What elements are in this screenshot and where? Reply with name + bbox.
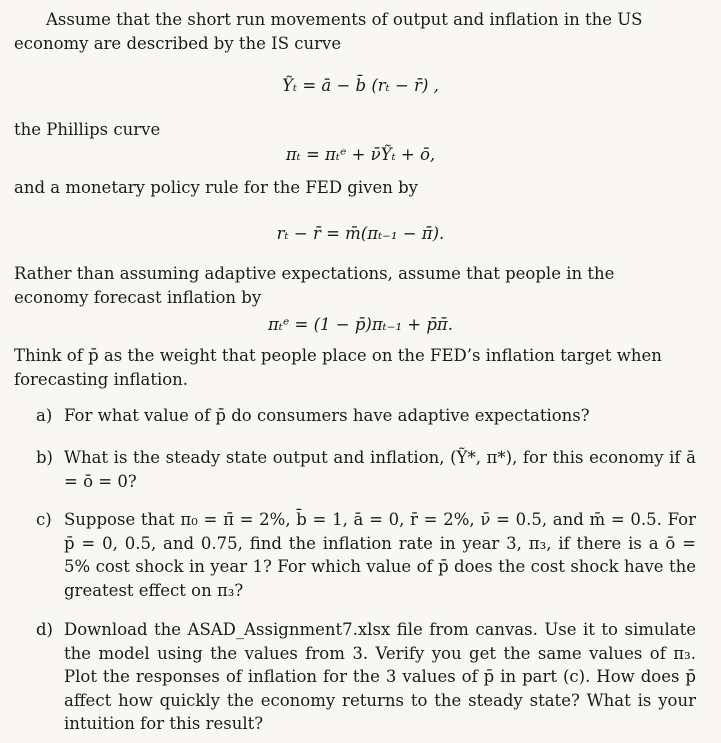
expectations-equation: πₜᵉ = (1 − p̄)πₜ₋₁ + p̄π̄. [267, 315, 454, 334]
question-c-text: Suppose that π₀ = π̄ = 2%, b̄ = 1, ā = 0, r̄ = 2%, ν̄ = 0.5, and m̄ = 0.5. For p̄ = 0, 0.5, and 0.75, find the inflation rate in year 3, π₃, if there is a ō = 5% cost shock in year 1? For which value of p̄ does the cost shock have the greatest effect on π₃? [64, 510, 696, 600]
intro-paragraph: Assume that the short run movements of output and inflation in the US economy are described by the IS curve [14, 10, 643, 53]
question-c [36, 508, 696, 602]
question-a [36, 404, 696, 428]
question-d-label: d) [36, 620, 53, 639]
question-b-label: b) [36, 448, 53, 467]
question-c-label: c) [36, 510, 52, 529]
expectations-intro: Rather than assuming adaptive expectations, assume that people in the economy forecast inflation by [14, 264, 615, 307]
question-a-label: a) [36, 406, 53, 425]
phillips-curve-equation: πₜ = πₜᵉ + ν̄Ỹₜ + ō, [285, 145, 436, 164]
question-b-text: What is the steady state output and inflation, (Ỹ*, π*), for this economy if ā = ō = 0? [64, 448, 696, 491]
question-d-text: Download the ASAD_Assignment7.xlsx file from canvas. Use it to simulate the model using the values from 3. Verify you get the same values of π₃. Plot the responses of inflation for the 3 values of p̄ in part (c). How does p̄ affect how quickly the economy returns to the steady state? What is your intuition for this result? [64, 620, 696, 733]
policy-intro: and a monetary policy rule for the FED given by [14, 178, 418, 197]
question-d [36, 618, 696, 736]
question-b [36, 446, 696, 493]
phillips-intro: the Phillips curve [14, 120, 161, 139]
is-curve-equation: Ỹₜ = ā − b̄ (rₜ − r̄) , [282, 76, 439, 95]
policy-rule-equation: rₜ − r̄ = m̄(πₜ₋₁ − π̄). [276, 224, 445, 243]
question-a-text: For what value of p̄ do consumers have adaptive expectations? [64, 406, 590, 425]
weight-note: Think of p̄ as the weight that people place on the FED’s inflation target when forecasting inflation. [14, 346, 662, 389]
